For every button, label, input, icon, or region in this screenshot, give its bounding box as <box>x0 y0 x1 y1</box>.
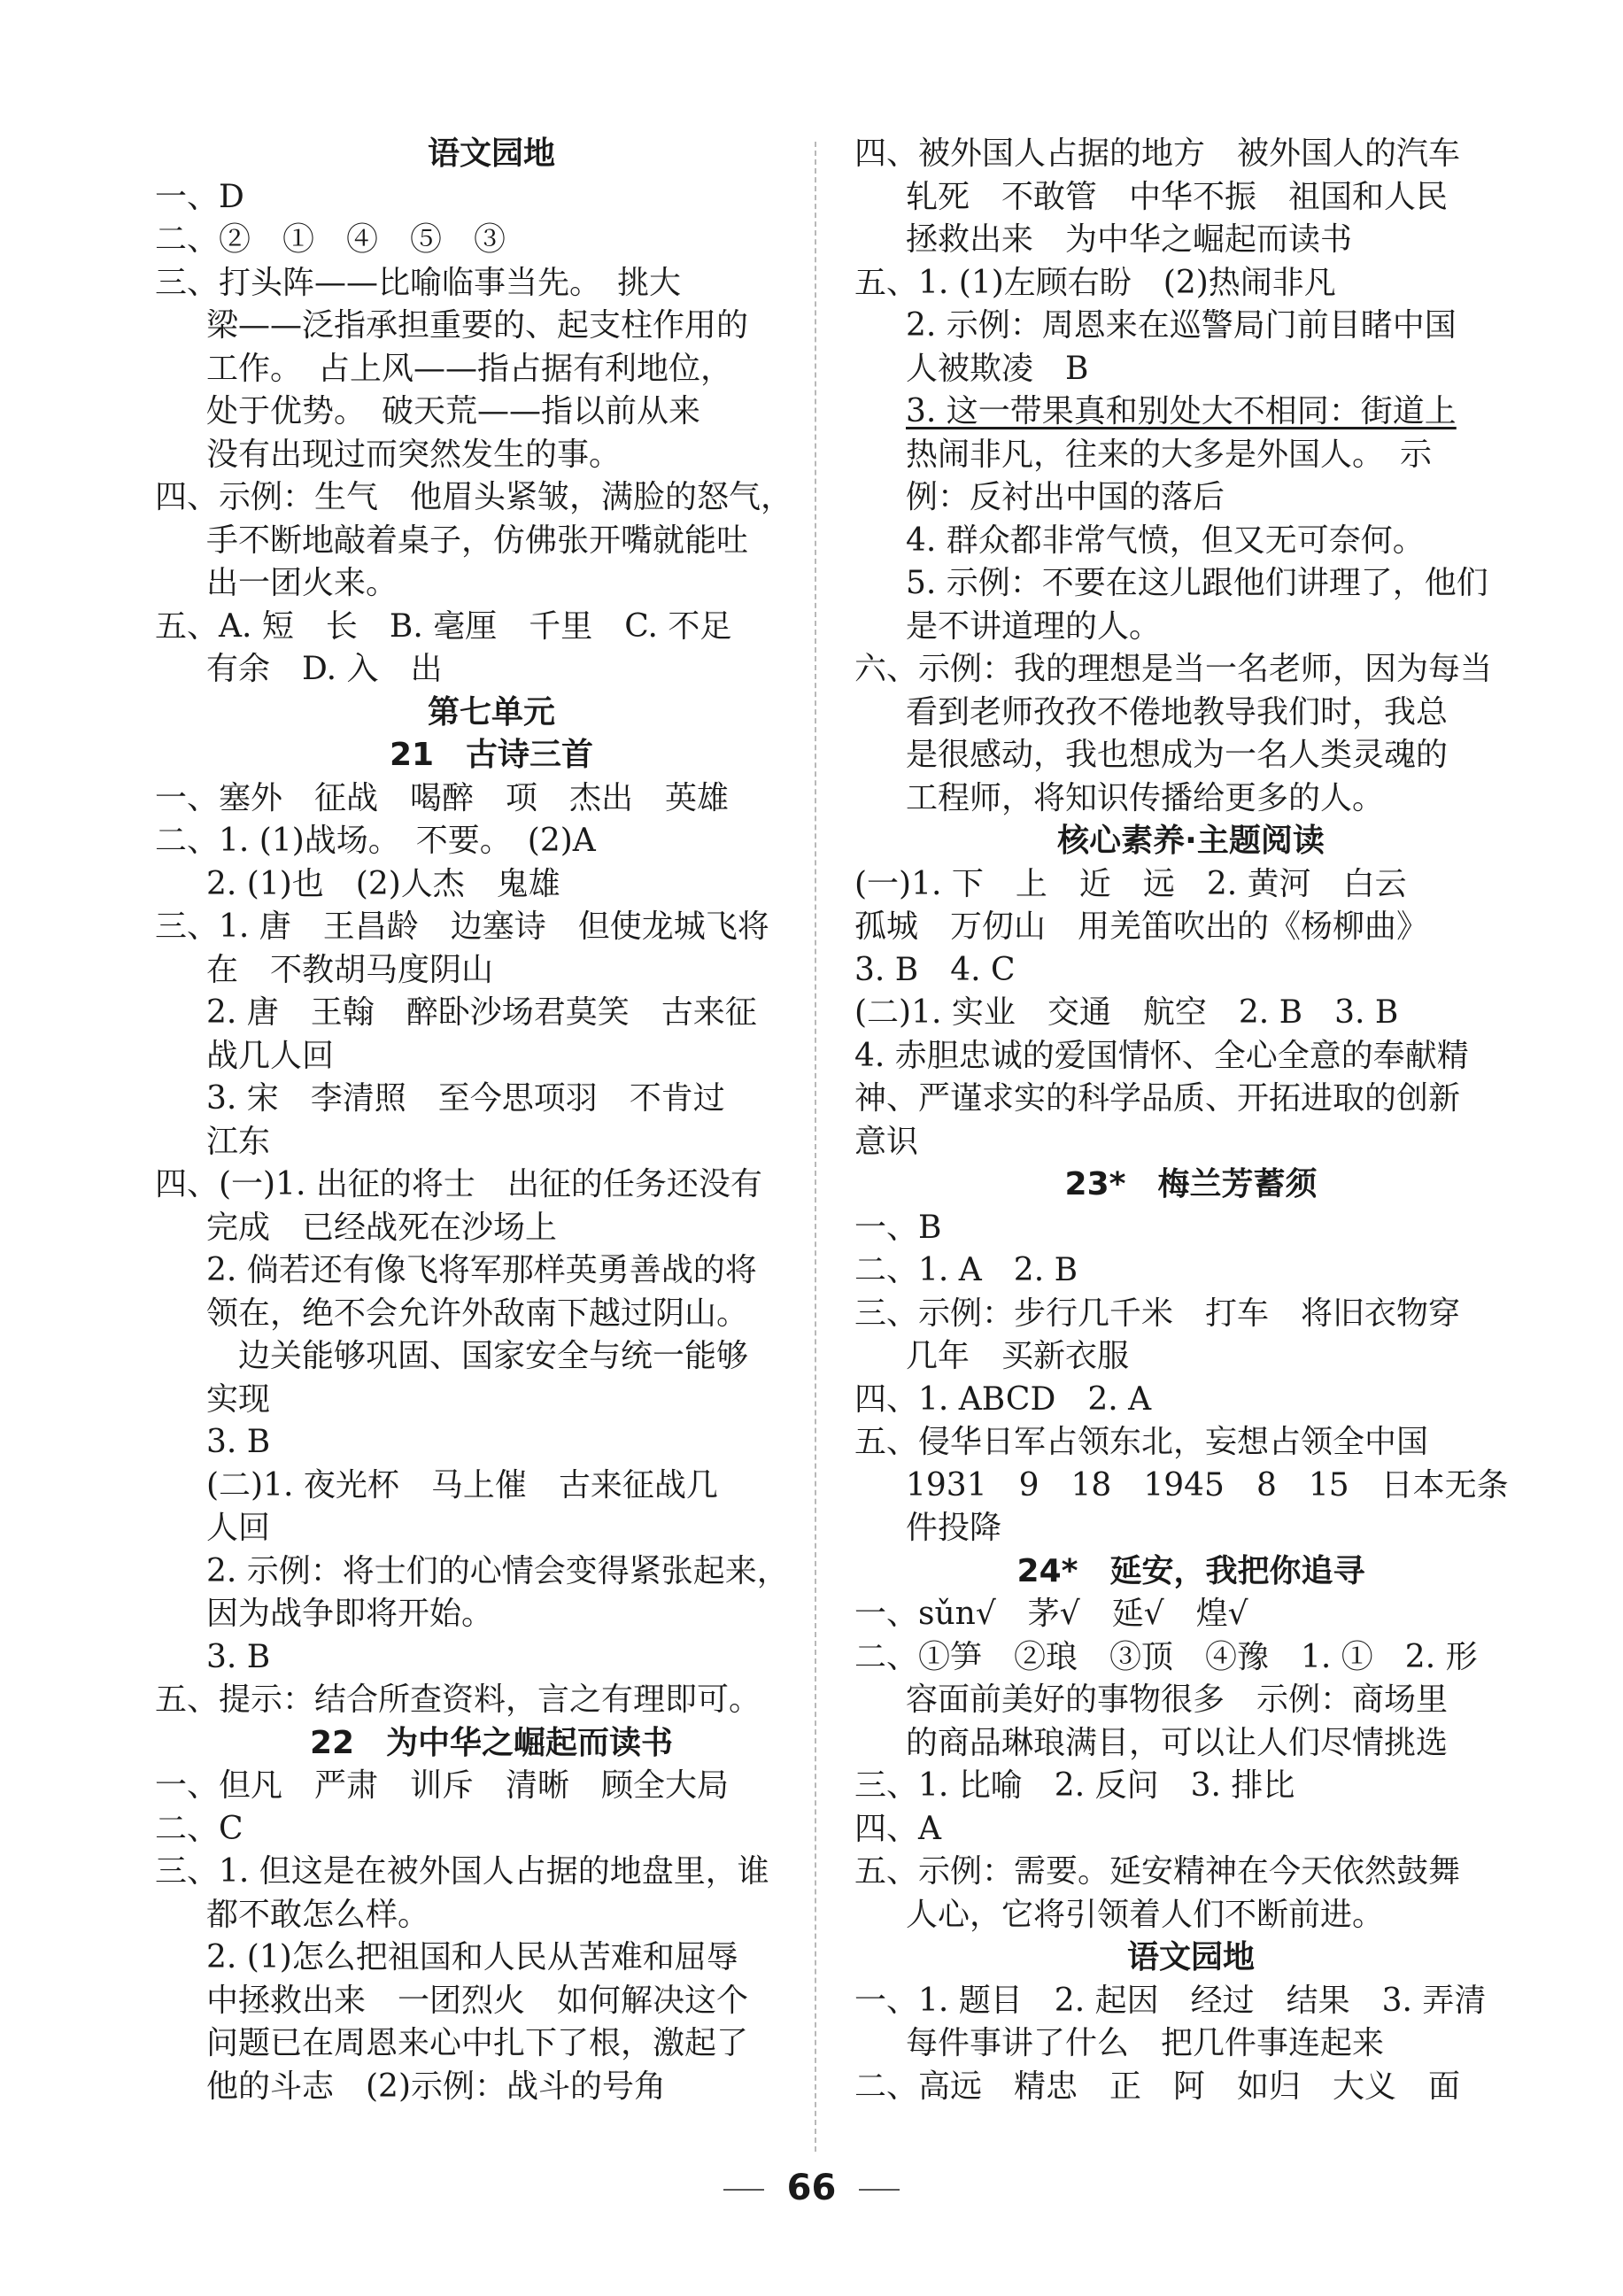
text-line: 手不断地敲着桌子，仿佛张开嘴就能吐 <box>206 522 749 559</box>
text-line: 问题已在周恩来心中扎下了根，激起了 <box>206 2025 749 2061</box>
text-line: 2. (1)怎么把祖国和人民从苦难和屈辱 <box>206 1939 738 1975</box>
section-heading: 核心素养·主题阅读 <box>1057 823 1325 859</box>
text-line: 中拯救出来 一团烈火 如何解决这个 <box>206 1982 749 2019</box>
text-line: 一、但凡 严肃 训斥 清晰 顾全大局 <box>155 1767 730 1804</box>
text-line: 一、sǔn√ 茅√ 延√ 煌√ <box>854 1596 1248 1632</box>
text-line: 战几人回 <box>206 1037 335 1074</box>
text-line: 人被欺凌 B <box>906 350 1089 387</box>
text-line: 四、A <box>854 1810 941 1847</box>
text-line: 因为战争即将开始。 <box>206 1596 494 1632</box>
section-heading: 语文园地 <box>1126 1939 1255 1975</box>
text-line: 六、示例：我的理想是当一名老师，因为每当 <box>854 651 1493 687</box>
text-line: 四、(一)1. 出征的将士 出征的任务还没有 <box>155 1166 762 1202</box>
text-line: 2. 示例：将士们的心情会变得紧张起来， <box>206 1552 789 1589</box>
text-line: 3. B <box>206 1638 271 1675</box>
text-line: 四、示例：生气 他眉头紧皱，满脸的怒气， <box>155 479 793 515</box>
section-heading: 第七单元 <box>427 693 555 731</box>
text-line: 2. 示例：周恩来在巡警局门前目睹中国 <box>906 307 1457 344</box>
page-footer <box>0 2168 1623 2208</box>
text-line: 他的斗志 (2)示例：战斗的号角 <box>206 2068 666 2105</box>
footer-dash-right <box>859 2189 900 2191</box>
text-line: 几年 买新衣服 <box>906 1338 1130 1374</box>
left-column <box>155 133 828 2108</box>
text-line: 二、② ① ④ ⑤ ③ <box>155 221 506 258</box>
text-line: 三、1. 但这是在被外国人占据的地盘里，谁 <box>155 1853 769 1890</box>
text-line: 三、1. 唐 王昌龄 边塞诗 但使龙城飞将 <box>155 908 769 945</box>
text-line: 实现 <box>206 1380 271 1418</box>
text-line: 二、①笋 ②琅 ③顶 ④豫 1. ① 2. 形 <box>854 1638 1478 1675</box>
text-line: 三、1. 比喻 2. 反问 3. 排比 <box>854 1767 1295 1804</box>
text-line: 人回 <box>206 1510 271 1546</box>
text-line: 四、被外国人占据的地方 被外国人的汽车 <box>854 135 1461 172</box>
text-line: 一、塞外 征战 喝醉 项 杰出 英雄 <box>155 779 730 816</box>
text-line: 意识 <box>854 1123 919 1160</box>
section-heading: 24* 延安，我把你追寻 <box>1016 1552 1365 1589</box>
text-line: 3. B <box>206 1424 271 1460</box>
text-line: 3. 宋 李清照 至今思项羽 不肯过 <box>206 1080 725 1117</box>
text-line: 例：反衬出中国的落后 <box>906 479 1225 515</box>
page-number: 66 <box>786 2168 837 2208</box>
text-line: 一、B <box>854 1209 942 1246</box>
section-heading: 语文园地 <box>427 135 555 172</box>
text-line: 3. 这一带果真和别处大不相同：街道上 <box>906 393 1457 429</box>
text-line: 二、1. (1)战场。 不要。 (2)A <box>155 823 596 859</box>
text-line: 都不敢怎么样。 <box>206 1896 430 1933</box>
text-line: 五、示例：需要。延安精神在今天依然鼓舞 <box>854 1853 1461 1890</box>
text-line: 三、打头阵——比喻临事当先。 挑大 <box>155 264 682 301</box>
text-line: 五、提示：结合所查资料，言之有理即可。 <box>155 1681 761 1718</box>
text-line: 热闹非凡，往来的大多是外国人。 示 <box>906 436 1433 473</box>
text-line: 江东 <box>206 1123 271 1160</box>
text-line: 一、1. 题目 2. 起因 经过 结果 3. 弄清 <box>854 1982 1487 2019</box>
text-line: 出一团火来。 <box>206 565 398 601</box>
text-line: 在 不教胡马度阴山 <box>206 951 494 988</box>
text-line: (二)1. 夜光杯 马上催 古来征战几 <box>206 1466 718 1504</box>
text-line: 二、1. A 2. B <box>854 1252 1078 1288</box>
text-line: 处于优势。 破天荒——指以前从来 <box>206 393 701 429</box>
text-line: 看到老师孜孜不倦地教导我们时，我总 <box>906 693 1449 731</box>
text-line: 边关能够巩固、国家安全与统一能够 <box>206 1338 749 1374</box>
text-line: 3. B 4. C <box>854 951 1016 988</box>
text-line: 五、1. (1)左顾右盼 (2)热闹非凡 <box>854 264 1336 301</box>
text-line: 完成 已经战死在沙场上 <box>206 1209 558 1246</box>
section-heading: 23* 梅兰芳蓄须 <box>1064 1166 1318 1202</box>
text-line: 一、D <box>155 178 244 215</box>
text-line: 有余 D. 入 出 <box>206 651 443 687</box>
text-line: 二、高远 精忠 正 阿 如归 大义 面 <box>854 2068 1461 2105</box>
text-line: 二、C <box>155 1810 243 1847</box>
text-line: 领在，绝不会允许外敌南下越过阴山。 <box>206 1295 749 1332</box>
text-line: 是很感动，我也想成为一名人类灵魂的 <box>906 737 1449 773</box>
text-line: 轧死 不敢管 中华不振 祖国和人民 <box>906 178 1449 215</box>
text-line: 5. 示例：不要在这儿跟他们讲理了，他们 <box>906 565 1488 601</box>
text-line: 2. 唐 王翰 醉卧沙场君莫笑 古来征 <box>206 994 757 1031</box>
text-line: 容面前美好的事物很多 示例：商场里 <box>906 1681 1449 1718</box>
text-line: 人心，它将引领着人们不断前进。 <box>906 1896 1385 1933</box>
text-line: 2. (1)也 (2)人杰 鬼雄 <box>206 865 560 902</box>
text-line: 五、A. 短 长 B. 毫厘 千里 C. 不足 <box>155 607 732 645</box>
text-line: 五、侵华日军占领东北，妄想占领全中国 <box>854 1424 1429 1460</box>
text-line: 神、严谨求实的科学品质、开拓进取的创新 <box>854 1080 1461 1117</box>
text-line: 每件事讲了什么 把几件事连起来 <box>906 2025 1385 2061</box>
section-heading: 21 古诗三首 <box>389 737 594 773</box>
text-line: 是不讲道理的人。 <box>906 607 1162 645</box>
text-line: 件投降 <box>906 1510 1002 1546</box>
text-line: 拯救出来 为中华之崛起而读书 <box>906 221 1353 258</box>
text-line: 四、1. ABCD 2. A <box>854 1380 1152 1418</box>
text-line: 2. 倘若还有像飞将军那样英勇善战的将 <box>206 1252 757 1288</box>
text-line: (二)1. 实业 交通 航空 2. B 3. B <box>854 994 1399 1031</box>
footer-dash-left <box>723 2189 764 2191</box>
text-line: 孤城 万仞山 用羌笛吹出的《杨柳曲》 <box>854 908 1429 945</box>
text-line: 4. 赤胆忠诚的爱国情怀、全心全意的奉献精 <box>854 1037 1469 1074</box>
text-line: 三、示例：步行几千米 打车 将旧衣物穿 <box>854 1295 1461 1332</box>
text-line: 工程师，将知识传播给更多的人。 <box>906 779 1385 816</box>
text-line: 的商品琳琅满目，可以让人们尽情挑选 <box>906 1724 1449 1761</box>
column-divider <box>815 142 816 2152</box>
text-line: 工作。 占上风——指占据有利地位， <box>206 350 733 387</box>
right-column <box>854 133 1527 2108</box>
text-line: 梁——泛指承担重要的、起支柱作用的 <box>206 307 749 344</box>
section-heading: 22 为中华之崛起而读书 <box>309 1724 674 1761</box>
text-line: 4. 群众都非常气愤，但又无可奈何。 <box>906 522 1425 559</box>
text-line: 没有出现过而突然发生的事。 <box>206 436 622 473</box>
text-line: 1931 9 18 1945 8 15 日本无条 <box>906 1466 1509 1504</box>
text-line: (一)1. 下 上 近 远 2. 黄河 白云 <box>854 865 1407 902</box>
